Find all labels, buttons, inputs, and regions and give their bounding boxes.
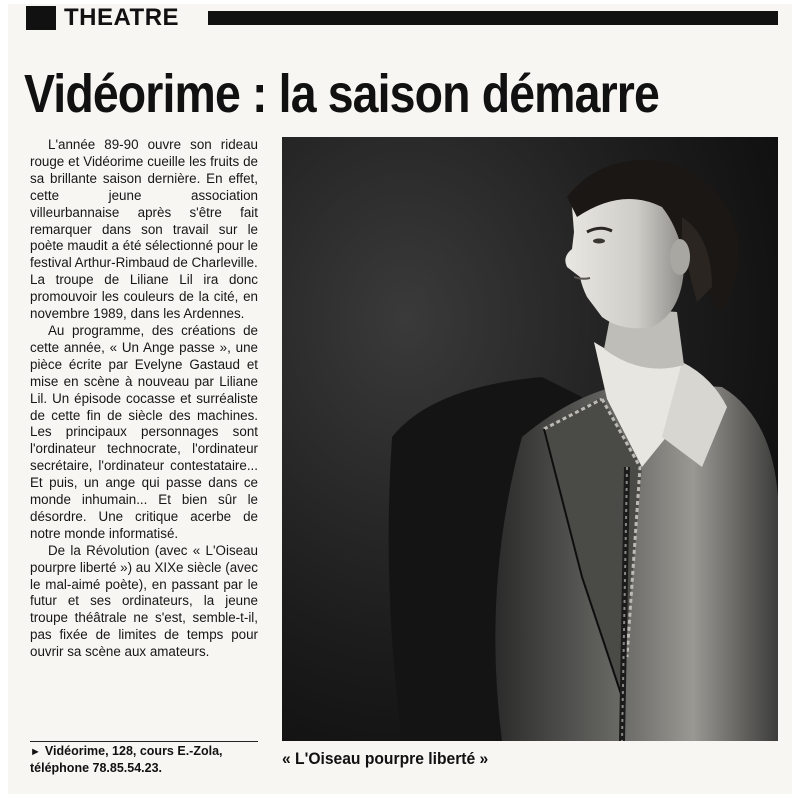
section-marker-block: [26, 6, 56, 30]
contact-line-1: [30, 744, 270, 761]
section-rule: [208, 11, 778, 25]
arrow-icon: ►: [30, 746, 41, 758]
article-body: [30, 137, 258, 661]
paragraph-3: Au programme, des créations de cette année, « Un Ange passe », une pièce écrite par Evelyne Gastaud et mise en scène à nouveau par Liliane Lil. Un épisode cocasse et surréaliste de cette fin de siècle des machines. Les principaux personnages sont l'ordinateur technocrate, l'ordinateur secrétaire, l'ordinateur contestataire... Et puis, un ange qui passe dans ce monde inhumain... Et bien sûr le désordre. Une critique acerbe de notre monde informatisé.: [30, 322, 258, 541]
paragraph-4: De la Révolution (avec « L'Oiseau pourpre liberté ») au XIXe siècle (avec le mal-aimé poète), en passant par le futur et ses ordinateurs, la jeune troupe théâtrale ne s'est, semble-t-il, pas fixée de limites de temps pour ouvrir sa scène aux amateurs.: [30, 542, 258, 660]
photo-caption: « L'Oiseau pourpre liberté »: [282, 749, 489, 768]
contact-line-2: téléphone 78.85.54.23.: [30, 760, 163, 775]
footer-rule: [30, 741, 258, 742]
paragraph-1: L'année 89-90 ouvre son rideau rouge et Vidéorime cueille les fruits de sa brillante saison dernière. En effet, cette jeune association villeurbannaise après s'être fait remarquer dans son travail sur le poète maudit a été sélectionné pour le festival Arthur-Rimbaud de Charleville.: [30, 137, 258, 271]
actor-photo-illustration: [282, 137, 778, 741]
paragraph-2: La troupe de Liliane Lil ira donc promouvoir les couleurs de la cité, en novembre 1989, dans les Ardennes.: [30, 272, 258, 322]
headline: Vidéorime : la saison démarre: [24, 64, 659, 124]
section-label: THEATRE: [64, 4, 180, 31]
actor-photo: [282, 137, 778, 741]
contact-address: Vidéorime, 128, cours E.-Zola,: [44, 744, 223, 758]
contact-info: [30, 744, 270, 776]
